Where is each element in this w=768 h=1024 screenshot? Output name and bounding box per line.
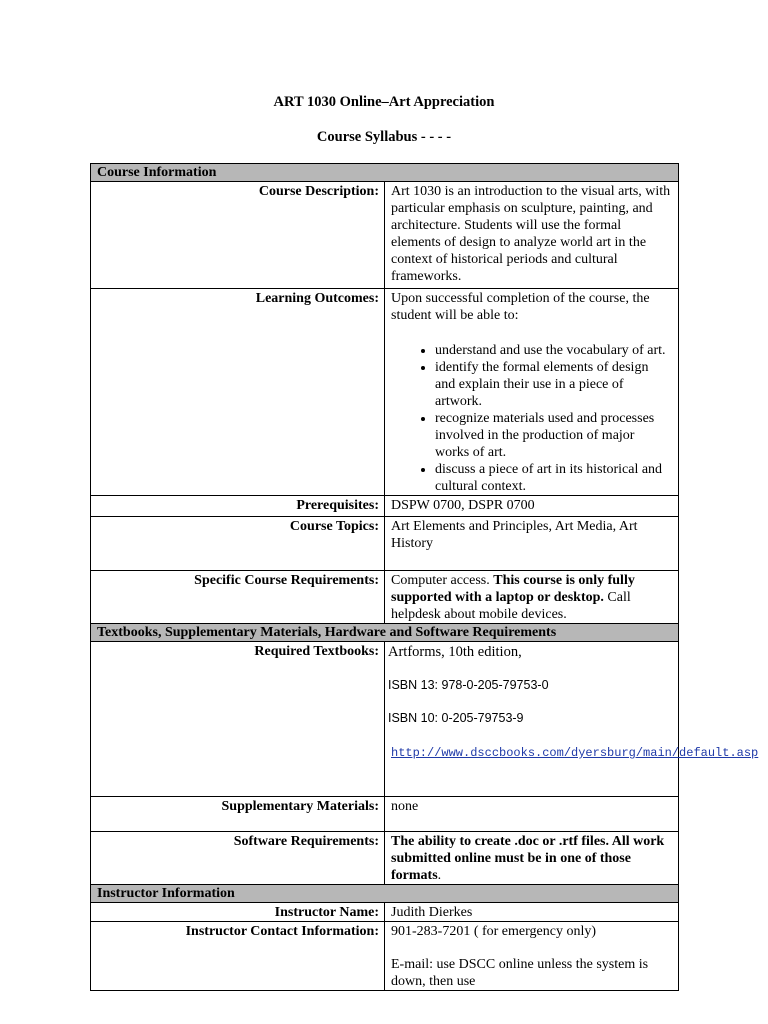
- list-item: • discuss a piece of art in its historical and cultural context.: [435, 461, 672, 495]
- row-supplementary-materials: [91, 797, 679, 832]
- instructor-name-value: Judith Dierkes: [385, 903, 679, 922]
- row-software-requirements: [91, 832, 679, 885]
- row-required-textbooks: [91, 642, 679, 797]
- section-header-instructor: Instructor Information: [91, 885, 679, 903]
- course-description-label: Course Description:: [91, 182, 385, 289]
- specific-requirements-text: Computer access.: [391, 573, 490, 588]
- section-row-course-info: [91, 164, 679, 182]
- specific-requirements-label: Specific Course Requirements:: [91, 571, 385, 624]
- prerequisites-text: DSPW 0700, DSPR 0700: [385, 496, 679, 517]
- list-item: • identify the formal elements of design and explain their use in a piece of artwork.: [435, 359, 672, 410]
- syllabus-table: [90, 163, 759, 991]
- supplementary-materials-text: none: [385, 797, 679, 832]
- learning-outcomes-cell: [385, 289, 679, 496]
- course-topics-text: Art Elements and Principles, Art Media, Art History: [385, 517, 679, 571]
- instructor-name-label: Instructor Name:: [91, 903, 385, 922]
- required-textbooks-label: Required Textbooks:: [91, 642, 385, 797]
- document-subtitle: Course Syllabus - - - -: [316, 129, 452, 145]
- instructor-contact-label: Instructor Contact Information:: [91, 922, 385, 991]
- software-requirements-cell: [385, 832, 679, 885]
- specific-requirements-helpdesk: Call helpdesk about mobile devices.: [391, 590, 631, 622]
- section-row-instructor: [91, 885, 679, 903]
- prerequisites-label: Prerequisites:: [91, 496, 385, 517]
- document-title: ART 1030 Online–Art Appreciation: [273, 94, 495, 110]
- isbn-10: ISBN 10: 0-205-79753-9: [388, 711, 524, 725]
- list-item: • understand and use the vocabulary of art.: [435, 342, 672, 359]
- software-requirements-text: The ability to create .doc or .rtf files. All work submitted online must be in one of those formats: [391, 834, 665, 883]
- software-requirements-period: .: [437, 868, 442, 883]
- course-description-text: Art 1030 is an introduction to the visual arts, with particular emphasis on sculpture, painting, and architecture. Students will use the formal elements of design to analyze world art in the context of historical periods and cultural frameworks.: [385, 182, 679, 289]
- learning-outcomes-list: [391, 342, 672, 495]
- section-row-materials: [91, 624, 679, 642]
- instructor-email-note: E-mail: use DSCC online unless the system is down, then use: [391, 957, 649, 989]
- course-topics-label: Course Topics:: [91, 517, 385, 571]
- bookstore-link-wrap: [388, 744, 759, 762]
- specific-requirements-cell: [385, 571, 679, 624]
- required-textbooks-cell: [385, 642, 759, 797]
- isbn-13: ISBN 13: 978-0-205-79753-0: [388, 678, 549, 692]
- section-header-materials: Textbooks, Supplementary Materials, Hardware and Software Requirements: [91, 624, 679, 642]
- row-instructor-contact: [91, 922, 679, 991]
- learning-outcomes-label: Learning Outcomes:: [91, 289, 385, 496]
- textbook-title: Artforms, 10th edition,: [388, 644, 522, 660]
- bookstore-link[interactable]: http://www.dsccbooks.com/dyersburg/main/default.asp: [391, 746, 759, 760]
- learning-outcomes-intro: Upon successful completion of the course, the student will be able to:: [391, 291, 650, 323]
- list-item: • recognize materials used and processes involved in the production of major works of art.: [435, 410, 672, 461]
- row-instructor-name: [91, 903, 679, 922]
- instructor-contact-cell: [385, 922, 679, 991]
- instructor-phone: 901-283-7201 ( for emergency only): [391, 924, 597, 939]
- row-learning-outcomes: [91, 289, 679, 496]
- row-course-description: [91, 182, 679, 289]
- supplementary-materials-label: Supplementary Materials:: [91, 797, 385, 832]
- row-prerequisites: [91, 496, 679, 517]
- section-header-course-info: Course Information: [91, 164, 679, 182]
- software-requirements-label: Software Requirements:: [91, 832, 385, 885]
- specific-requirements-bold: This course is only fully supported with a laptop or desktop.: [391, 573, 635, 605]
- row-specific-requirements: [91, 571, 679, 624]
- row-course-topics: [91, 517, 679, 571]
